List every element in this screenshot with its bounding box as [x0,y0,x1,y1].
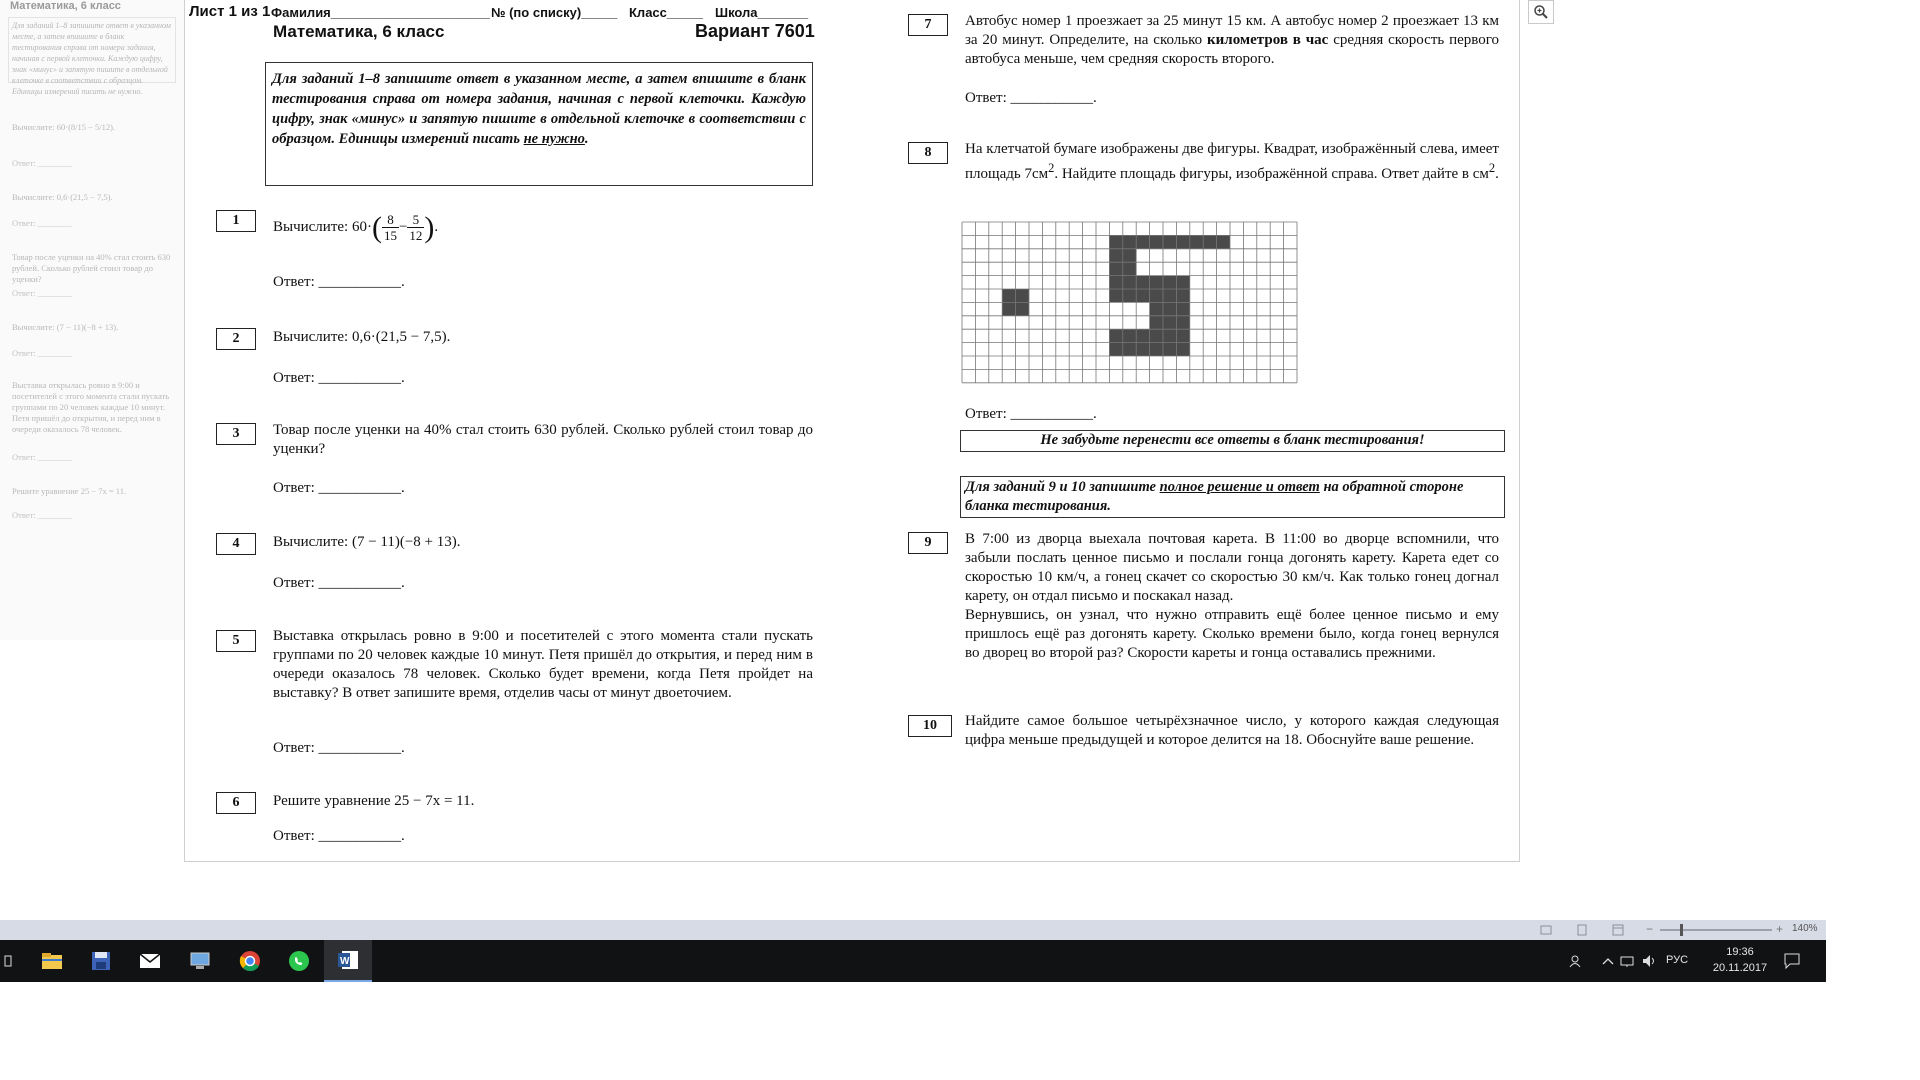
whatsapp-icon [288,950,310,972]
zoom-out-button[interactable]: − [1646,922,1654,936]
filled-cell [1123,329,1136,342]
people-icon[interactable] [1570,954,1584,968]
mail-button[interactable] [126,940,174,982]
filled-cell [1123,249,1136,262]
filled-cell [1163,316,1176,329]
filled-cell [1002,302,1015,315]
network-icon[interactable] [1620,954,1634,968]
answer-line: Ответ: ___________. [273,740,405,756]
task-10-text: Найдите самое большое четырёхзначное число, у которого каждая следующая цифра меньше предыдущей и которое делится на 18. Обоснуйте ваше решение. [965,713,1499,748]
task-number: 1 [216,210,256,232]
taskbar [0,940,1826,982]
filled-cell [1136,289,1149,302]
filled-cell [1150,343,1163,356]
fraction [382,212,399,243]
filled-cell [1176,289,1189,302]
task-8-prefix: На клетчатой бумаге изображены две фигуры. Квадрат, изображённый слева, имеет площадь 7см [965,141,1499,182]
answer-line: Ответ: ___________. [965,90,1097,106]
task-2-text: Вычислите: 0,6·(21,5 − 7,5). [273,329,451,345]
ghost-answer: Ответ: ________ [12,158,72,168]
task-4-text: Вычислите: (7 − 11)(−8 + 13). [273,534,461,550]
task-number: 9 [908,532,948,554]
task-5-text: Выставка открылась ровно в 9:00 и посетителей с этого момента стали пускать группами по 20 человек каждые 10 минут. Петя пришёл до открытия, и перед ним в очереди оказалось 78 человек. Сколько будет времени, когда Петя пройдет на выставку? В ответ запишите время, отделив часы от минут двоеточием. [273,628,813,701]
filled-cell [1163,329,1176,342]
ghost-item: Товар после уценки на 40% стал стоить 630 рублей. Сколько рублей стоил товар до уценки? [12,252,171,284]
task-7-text [965,12,1499,69]
filled-cell [1176,316,1189,329]
filled-cell [1217,235,1230,248]
print-layout-icon[interactable] [1576,924,1588,936]
save-button[interactable] [77,940,125,982]
zoom-level[interactable]: 140% [1792,923,1818,934]
task-8-suffix: . [1495,166,1499,182]
ghost-answer: Ответ: ________ [12,288,72,298]
zoom-slider[interactable] [1660,929,1772,931]
answer-line: Ответ: ___________. [273,274,405,290]
filled-cell [1109,343,1122,356]
document-page [184,0,1520,862]
task-7-emphasis: километров в час [1207,32,1329,48]
filled-cell [1123,289,1136,302]
chrome-button[interactable] [226,940,274,982]
filled-cell [1163,276,1176,289]
filled-cell [1123,262,1136,275]
filled-cell [1109,235,1122,248]
filled-cell [1150,302,1163,315]
ghost-page [0,0,185,640]
filled-cell [1016,289,1029,302]
zoom-in-icon [1533,4,1549,20]
grid-figure [960,220,1300,393]
volume-icon[interactable] [1642,954,1658,968]
minus-sign: − [398,218,408,235]
task-view-icon [5,954,15,968]
filled-cell [1123,276,1136,289]
task-number: 8 [908,142,948,164]
class-label: Класс [629,5,667,20]
save-icon [91,951,111,971]
zoom-button[interactable] [1528,0,1554,24]
number-field: № (по списку)_____ [491,5,618,20]
filled-cell [1163,343,1176,356]
filled-cell [1136,343,1149,356]
sheet-label: Лист 1 из 1 [189,3,271,20]
task-number: 3 [216,423,256,445]
status-bar [0,920,1826,940]
ghost-item: Вычислите: 60·(8/15 − 5/12). [12,122,116,132]
task-8-middle: . Найдите площадь фигуры, изображённой справа. Ответ дайте в см [1054,166,1489,182]
ghost-instructions: Для заданий 1–8 запишите ответ в указанном месте, а затем впишите в бланк тестирования справа от номера задания, начиная с первой клеточки. Каждую цифру, знак «минус» и запятую пишите в отдельной клеточке в соответствии с образцом. Единицы измерений писать не нужно. [8,17,176,83]
surname-label: Фамилия [271,5,331,20]
filled-cell [1123,235,1136,248]
whatsapp-button[interactable] [275,940,323,982]
word-button[interactable] [324,940,372,982]
task-number: 4 [216,533,256,555]
file-explorer-button[interactable] [28,940,76,982]
task-1-text: Вычислите: 60·( $\frac{8}{15}$ − $\frac{5}{12}$ ). [273,211,439,244]
zoom-in-button[interactable]: + [1776,922,1784,936]
superscript: 2 [1048,161,1055,175]
ghost-item: Выставка открылась ровно в 9:00 и посетителей с этого момента стали пускать группами по 20 человек каждые 10 минут. Петя пришёл до открытия, и перед ним в очереди оказалось 78 человек. [12,380,170,434]
part2-instructions [960,476,1505,518]
task-3-text: Товар после уценки на 40% стал стоить 630 рублей. Сколько рублей стоил товар до уценки? [273,422,813,457]
ghost-item: Вычислите: (7 − 11)(−8 + 13). [12,322,119,332]
read-mode-icon[interactable] [1540,924,1552,936]
svg-text:W: W [340,956,350,967]
task-number: 2 [216,328,256,350]
task-view-button[interactable] [0,940,20,982]
ghost-item: Вычислите: 0,6·(21,5 − 7,5). [12,192,113,202]
filled-cell [1150,235,1163,248]
task-number: 7 [908,14,948,36]
instructions-emphasis: не нужно [523,131,585,147]
superscript: 2 [1488,161,1496,175]
filled-cell [1136,235,1149,248]
fraction [407,212,424,243]
filled-cell [1176,329,1189,342]
filled-cell [1150,329,1163,342]
notifications-icon[interactable] [1784,953,1800,969]
school-label: Школа [715,5,758,20]
answer-line: Ответ: ___________. [965,406,1097,422]
filled-cell [1190,235,1203,248]
part2-suffix: на обратной стороне бланка тестирования. [965,479,1464,514]
fraction-numerator: 8 [382,212,399,228]
filled-cell [1016,302,1029,315]
part2-emphasis: полное решение и ответ [1159,479,1320,495]
part2-prefix: Для заданий 9 и 10 запишите [965,479,1156,495]
task-1-prefix: Вычислите: 60· [273,218,372,235]
filled-cell [1176,276,1189,289]
filled-cell [1203,235,1216,248]
ghost-answer: Ответ: ________ [12,218,72,228]
task-number: 5 [216,630,256,652]
language-indicator[interactable]: РУС [1666,954,1689,966]
number-label: № (по списку) [491,5,582,20]
filled-cell [1109,249,1122,262]
filled-cell [1176,343,1189,356]
class-field: Класс_____ [629,5,704,20]
filled-cell [1176,302,1189,315]
task-6-text: Решите уравнение 25 − 7x = 11. [273,793,475,809]
clock-date[interactable]: 20.11.2017 [1712,962,1768,974]
task-9-paragraph: В 7:00 из дворца выехала почтовая карета. В 11:00 во дворце вспомнили, что забыли послать ценное письмо и послали гонца догонять карету. Карета едет со скоростью 10 км/ч, а гонец скачет со скоростью 30 км/ч. Как только гонец догнал карету, он отдал письмо и поскакал назад. [965,531,1499,604]
filled-cell [1002,289,1015,302]
task-7-prefix: Автобус номер 1 проезжает за 25 минут 15 км. А автобус номер 2 проезжает 13 км за 20 минут. Определите, на сколько [965,13,1499,48]
word-icon [337,950,359,970]
chevron-up-icon[interactable] [1602,956,1614,966]
ghost-answer: Ответ: ________ [12,452,72,462]
filled-cell [1123,343,1136,356]
mail-icon [139,953,161,969]
task-9-paragraph: Вернувшись, он узнал, что нужно отправить ещё более ценное письмо и ему пришлось ещё раз догонять карету. Сколько времени было, когда гонец вернулся во дворец во второй раз? Скорости кареты и гонца оставались прежними. [965,607,1499,661]
filled-cell [1136,276,1149,289]
filled-cell [1163,289,1176,302]
fraction-numerator: 5 [407,212,424,228]
filled-cell [1109,262,1122,275]
filled-cell [1150,289,1163,302]
fraction-denominator: 15 [383,228,397,243]
system-tray [1546,940,1826,982]
page-title: Математика, 6 класс [273,22,445,41]
ghost-answer: Ответ: ________ [12,510,72,520]
ghost-answer: Ответ: ________ [12,348,72,358]
task-7-suffix: средняя скорость первого автобуса меньше, чем средняя скорость второго. [965,32,1500,67]
task-number: 10 [908,715,952,737]
filled-cell [1109,276,1122,289]
network-computer-button[interactable] [176,940,224,982]
network-computer-icon [189,951,211,971]
ghost-title: Математика, 6 класс [10,0,121,12]
web-layout-icon[interactable] [1612,924,1624,936]
filled-cell [1163,302,1176,315]
checkered-grid [960,220,1300,388]
filled-cell [1136,329,1149,342]
filled-cell [1150,316,1163,329]
ghost-item: Решите уравнение 25 − 7x = 11. [12,486,127,496]
task-9-text [965,530,1499,663]
instructions-box: Для заданий 1–8 запишите ответ в указанном месте, а затем впишите в бланк тестирования справа от номера задания, начиная с первой клеточки. Каждую цифру, знак «минус» и запятую пишите в отдельной клеточке в соответствии с образцом. Единицы измерений писать не нужно. [265,62,813,186]
answer-line: Ответ: ___________. [273,480,405,496]
surname-field: Фамилия______________________ [271,5,490,20]
school-field: Школа_______ [715,5,809,20]
reminder-box: Не забудьте перенести все ответы в бланк тестирования! [960,430,1505,452]
filled-cell [1109,329,1122,342]
variant-label: Вариант 7601 [695,21,815,41]
clock-time[interactable]: 19:36 [1726,946,1754,958]
file-explorer-icon [41,952,63,970]
instructions-text: Для заданий 1–8 запишите ответ в указанном месте, а затем впишите в бланк тестирования справа от номера задания, начиная с первой клеточки. Каждую цифру, знак «минус» и запятую пишите в отдельной клеточке в соответствии с образцом. Единицы измерений писать [272,71,806,147]
task-number: 6 [216,792,256,814]
answer-line: Ответ: ___________. [273,575,405,591]
chrome-icon [239,950,261,972]
fraction-denominator: 12 [409,228,423,243]
filled-cell [1150,276,1163,289]
filled-cell [1176,235,1189,248]
answer-line: Ответ: ___________. [273,370,405,386]
answer-line: Ответ: ___________. [273,828,405,844]
filled-cell [1109,289,1122,302]
filled-cell [1163,235,1176,248]
task-8-text [965,140,1499,184]
zoom-slider-thumb[interactable] [1680,924,1683,936]
